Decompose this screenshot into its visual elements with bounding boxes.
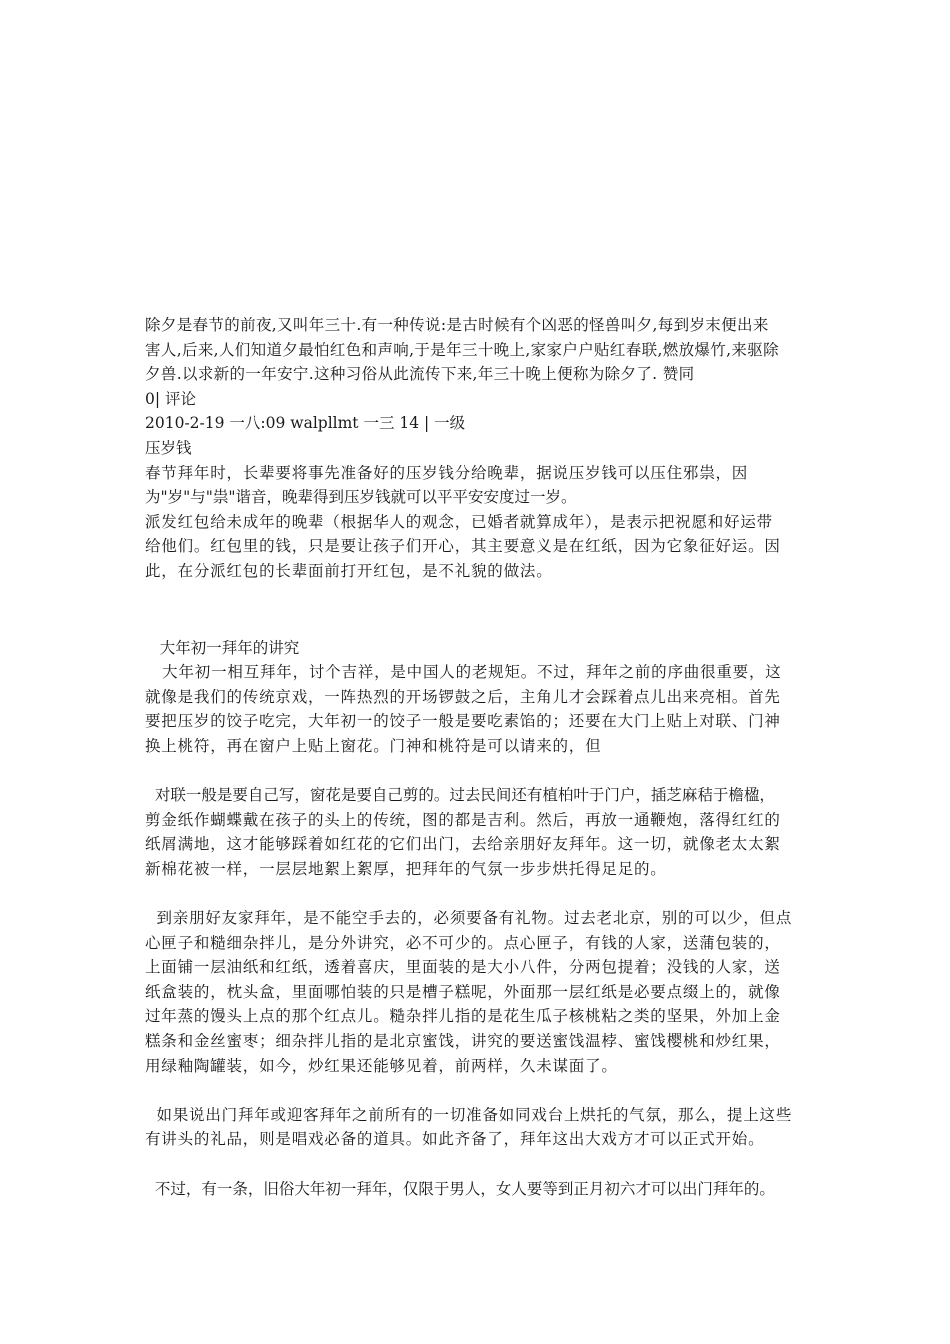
text-line: 为"岁"与"祟"谐音，晚辈得到压岁钱就可以平平安安度过一岁。 [145, 488, 577, 507]
text-line: 对联一般是要自己写，窗花是要自己剪的。过去民间还有植柏叶于门户，插芝麻秸于檐楹， [145, 786, 775, 805]
document-body [145, 313, 825, 1201]
text-line: 春节拜年时，长辈要将事先准备好的压岁钱分给晚辈，据说压岁钱可以压住邪祟，因 [145, 463, 749, 482]
comments-link[interactable]: 0| 评论 [145, 389, 197, 408]
spacer [145, 881, 825, 906]
bainian-paragraph-3 [145, 906, 825, 1078]
bainian-paragraph-2 [145, 783, 825, 881]
spacer [145, 1152, 825, 1177]
text-line: 给他们。红包里的钱，只是要让孩子们开心，其主要意义是在红纸，因为它象征好运。因 [145, 537, 781, 556]
yasuiqian-paragraph [145, 461, 825, 584]
bainian-paragraph-1 [145, 660, 825, 758]
text-line: 派发红包给未成年的晚辈（根据华人的观念，已婚者就算成年），是表示把祝愿和好运带 [145, 512, 773, 531]
text-line: 纸盒装的，枕头盒，里面哪怕装的只是槽子糕呢，外面那一层红纸是必要点缀上的，就像 [145, 982, 781, 1001]
text-line: 要把压岁的饺子吃完，大年初一的饺子一般是要吃素馅的；还要在大门上贴上对联、门神 [145, 712, 781, 731]
text-line: 新棉花被一样，一层层地絮上絮厚，把拜年的气氛一步步烘托得足足的。 [145, 859, 667, 878]
text-line: 过年蒸的馒头上点的那个红点儿。糙杂拌儿指的是花生瓜子核桃粘之类的坚果，外加上金 [145, 1007, 781, 1026]
chuxi-paragraph [145, 313, 825, 387]
bainian-paragraph-4 [145, 1103, 825, 1152]
text-line: 有讲头的礼品，则是唱戏必备的道具。如此齐备了，拜年这出大戏方才可以正式开始。 [145, 1130, 765, 1149]
spacer [145, 1078, 825, 1103]
text-line: 换上桃符，再在窗户上贴上窗花。门神和桃符是可以请来的，但 [145, 736, 602, 755]
text-line: 除夕是春节的前夜,又叫年三十.有一种传说:是古时候有个凶恶的怪兽叫夕,每到岁末便出来 [145, 316, 769, 334]
text-line: 此，在分派红包的长辈面前打开红包，是不礼貌的做法。 [145, 561, 553, 580]
spacer [145, 759, 825, 784]
text-line: 害人,后来,人们知道夕最怕红色和声响,于是年三十晚上,家家户户贴红春联,燃放爆竹,来驱除 [145, 340, 779, 359]
text-line: 不过，有一条，旧俗大年初一拜年，仅限于男人，女人要等到正月初六才可以出门拜年的。 [145, 1179, 775, 1198]
text-line: 上面铺一层油纸和红纸，透着喜庆，里面装的是大小八件，分两包提着；没钱的人家，送 [145, 958, 781, 977]
post-meta: 2010-2-19 一八:09 walpllmt 一三 14 | 一级 [145, 414, 466, 433]
text-line: 就像是我们的传统京戏，一阵热烈的开场锣鼓之后，主角儿才会踩着点儿出来亮相。首先 [145, 687, 781, 706]
bainian-paragraph-5 [145, 1177, 825, 1202]
text-line: 如果说出门拜年或迎客拜年之前所有的一切准备如同戏台上烘托的气氛，那么，提上这些 [145, 1105, 793, 1124]
text-line: 纸屑满地，这才能够踩着如红花的它们出门，去给亲朋好友拜年。这一切，就像老太太絮 [145, 835, 781, 854]
section-title-yasuiqian: 压岁钱 [145, 438, 192, 457]
section-title-bainian: 大年初一拜年的讲究 [145, 638, 300, 657]
text-line: 糕条和金丝蜜枣；细杂拌儿指的是北京蜜饯，讲究的要送蜜饯温桲、蜜饯樱桃和炒红果， [145, 1032, 781, 1051]
text-line: 夕兽.以求新的一年安宁.这种习俗从此流传下来,年三十晚上便称为除夕了. 赞同 [145, 365, 695, 384]
text-line: 大年初一相互拜年，讨个吉祥，是中国人的老规矩。不过，拜年之前的序曲很重要，这 [145, 663, 782, 682]
text-line: 用绿釉陶罐装，如今，炒红果还能够见着，前两样，久未谋面了。 [145, 1056, 618, 1075]
text-line: 到亲朋好友家拜年，是不能空手去的，必须要备有礼物。过去老北京，别的可以少，但点 [145, 909, 793, 928]
text-line: 心匣子和糙细杂拌儿，是分外讲究，必不可少的。点心匣子，有钱的人家，送蒲包装的， [145, 933, 781, 952]
text-line: 剪金纸作蝴蝶戴在孩子的头上的传统，图的都是吉利。然后，再放一通鞭炮，落得红红的 [145, 810, 781, 829]
spacer [145, 584, 825, 636]
